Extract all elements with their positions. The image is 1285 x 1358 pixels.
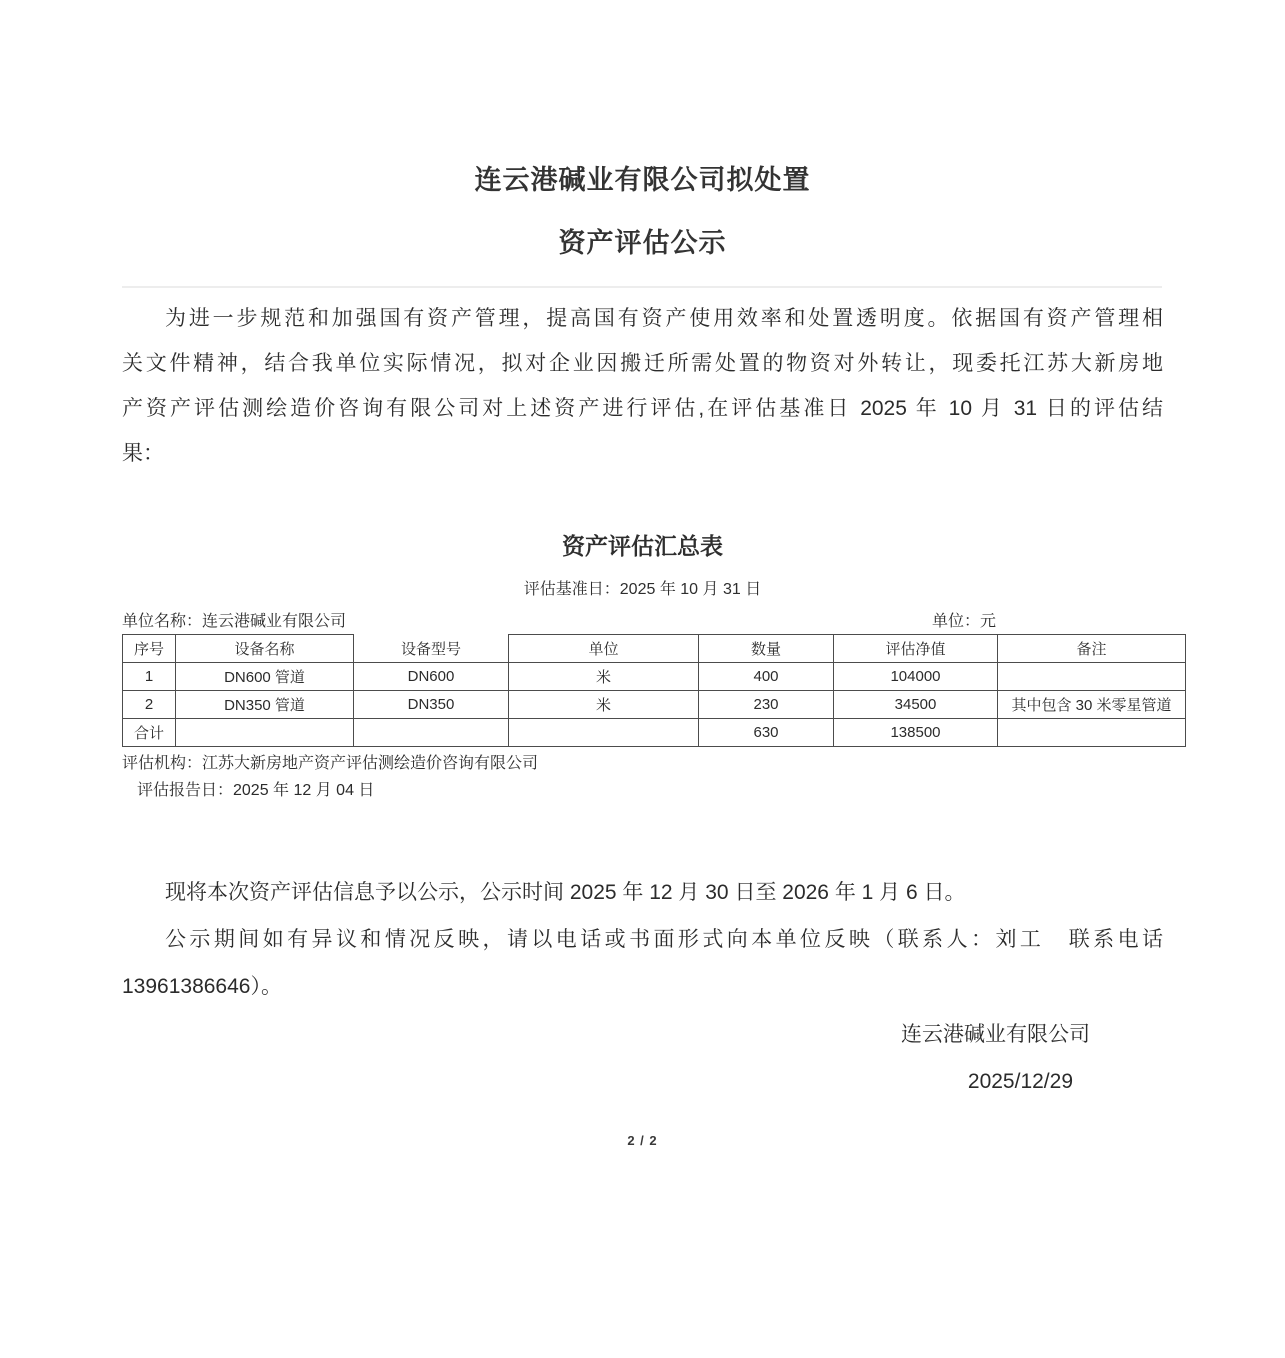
table-row [123, 691, 1186, 719]
notice-line: 13961386646）。 [122, 975, 282, 998]
table-header-cell: 设备型号 [354, 635, 509, 663]
table-cell: 138500 [834, 719, 998, 747]
table-cell: 630 [699, 719, 834, 747]
report-date-line: 评估报告日：2025 年 12 月 04 日 [137, 782, 375, 799]
doc-title-line2: 资产评估公示 [558, 228, 727, 258]
table-cell [354, 719, 509, 747]
table-cell: 米 [509, 663, 699, 691]
table-header-row [123, 635, 1186, 663]
table-header-cell: 单位 [509, 635, 699, 663]
currency-unit-label: 单位：元 [931, 613, 996, 630]
unit-name-label: 单位名称：连云港碱业有限公司 [122, 613, 347, 630]
table-cell: DN350 [354, 691, 509, 719]
table-cell: 230 [699, 691, 834, 719]
table-row [123, 719, 1186, 747]
table-title: 资产评估汇总表 [562, 533, 723, 559]
document-page [0, 158, 1285, 1358]
page-indicator: 2 / 2 [627, 1133, 658, 1148]
table-meta-row [122, 608, 1163, 634]
signature-company: 连云港碱业有限公司 [901, 1023, 1090, 1046]
table-cell: DN600 管道 [176, 663, 354, 691]
intro-line: 关文件精神，结合我单位实际情况，拟对企业因搬迁所需处置的物资对外转让，现委托江苏大新房地 [122, 352, 1163, 375]
table-cell: 合计 [123, 719, 176, 747]
table-row [123, 663, 1186, 691]
table-cell: DN600 [354, 663, 509, 691]
intro-line: 果： [122, 442, 164, 465]
table-cell: 米 [509, 691, 699, 719]
notice-line: 现将本次资产评估信息予以公示，公示时间 2025 年 12 月 30 日至 2026 年 1 月 6 日。 [165, 881, 966, 904]
table-cell: 400 [699, 663, 834, 691]
table-cell [509, 719, 699, 747]
table-cell: 34500 [834, 691, 998, 719]
intro-paragraph [122, 296, 1163, 476]
signature-date: 2025/12/29 [967, 1070, 1073, 1093]
table-header-cell: 备注 [998, 635, 1186, 663]
intro-line: 为进一步规范和加强国有资产管理，提高国有资产使用效率和处置透明度。依据国有资产管理相 [165, 307, 1163, 330]
table-cell [998, 719, 1186, 747]
table-cell [998, 663, 1186, 691]
table-cell: 1 [123, 663, 176, 691]
table-cell: DN350 管道 [176, 691, 354, 719]
table-cell: 2 [123, 691, 176, 719]
doc-title-line1: 连云港碱业有限公司拟处置 [474, 165, 811, 195]
intro-line: 产资产评估测绘造价咨询有限公司对上述资产进行评估,在评估基准日 2025 年 10 月 31 日的评估结 [122, 397, 1163, 420]
table-header-cell: 序号 [123, 635, 176, 663]
notice-paragraph [122, 869, 1163, 1010]
table-header-cell: 数量 [699, 635, 834, 663]
section-divider [122, 286, 1162, 288]
table-cell: 104000 [834, 663, 998, 691]
table-header-cell: 设备名称 [176, 635, 354, 663]
table-body [123, 663, 1186, 747]
notice-line: 公示期间如有异议和情况反映，请以电话或书面形式向本单位反映（联系人：刘工 联系电话 [165, 928, 1163, 951]
assessment-table [122, 634, 1186, 747]
table-base-date: 评估基准日：2025 年 10 月 31 日 [523, 581, 762, 598]
table-cell [176, 719, 354, 747]
table-cell: 其中包含 30 米零星管道 [998, 691, 1186, 719]
agency-line: 评估机构：江苏大新房地产资产评估测绘造价咨询有限公司 [122, 755, 539, 772]
table-header-cell: 评估净值 [834, 635, 998, 663]
